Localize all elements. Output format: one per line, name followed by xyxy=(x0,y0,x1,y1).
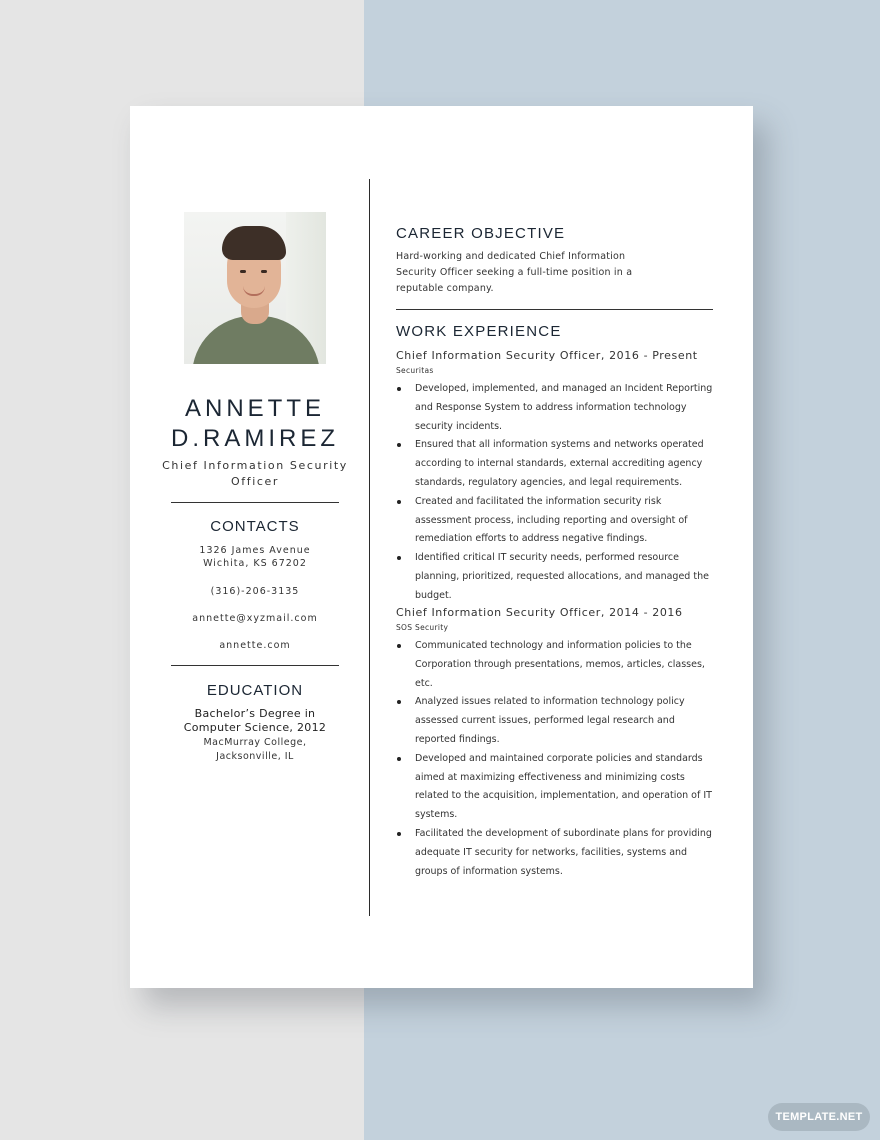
list-item: Analyzed issues related to information technology policy assessed current issues, performed legal research and reported findings. xyxy=(396,693,716,749)
bullet-icon xyxy=(397,757,401,761)
job-role: Chief Information Security Officer xyxy=(162,459,348,488)
objective-heading: CAREER OBJECTIVE xyxy=(396,225,566,242)
job-title: Chief Information Security Officer, 2016 - Present xyxy=(396,349,698,362)
list-item: Created and facilitated the information security risk assessment process, including reporting and oversight of remediation efforts to address negative findings. xyxy=(396,493,716,549)
name-first: ANNETTE xyxy=(184,395,325,422)
bullet-icon xyxy=(397,832,401,836)
job-title: Chief Information Security Officer, 2014 - 2016 xyxy=(396,606,683,619)
resume-page xyxy=(130,106,753,988)
divider xyxy=(171,665,339,666)
list-item: Developed, implemented, and managed an Incident Reporting and Response System to address information technology security incidents. xyxy=(396,380,716,436)
list-item: Identified critical IT security needs, performed resource planning, prioritized, requested allocations, and managed the budget. xyxy=(396,549,716,605)
degree-line1: Bachelor’s Degree in xyxy=(194,707,316,720)
company-name: Securitas xyxy=(396,366,434,375)
list-item: Facilitated the development of subordinate plans for providing adequate IT security for networks, facilities, systems and groups of information systems. xyxy=(396,825,716,881)
profile-photo xyxy=(184,212,326,364)
bullet-icon xyxy=(397,556,401,560)
job-bullets xyxy=(396,380,716,606)
phone: (316)-206-3135 xyxy=(210,586,300,597)
divider xyxy=(396,309,713,310)
column-divider xyxy=(369,179,370,916)
name-last: D.RAMIREZ xyxy=(171,425,339,452)
email: annette@xyzmail.com xyxy=(192,613,318,624)
bullet-icon xyxy=(397,443,401,447)
objective-text: Hard-working and dedicated Chief Information Security Officer seeking a full-time position in a reputable company. xyxy=(396,251,633,294)
list-item: Developed and maintained corporate policies and standards aimed at maximizing effectiveness and minimizing costs related to the acquisition, implementation, and operation of IT systems. xyxy=(396,750,716,825)
degree-line2: Computer Science, 2012 xyxy=(183,721,327,734)
address-line2: Wichita, KS 67202 xyxy=(203,558,307,569)
bullet-icon xyxy=(397,387,401,391)
list-item: Ensured that all information systems and networks operated according to internal standards, external accrediting agency standards, regulatory agencies, and legal requirements. xyxy=(396,436,716,492)
school-line1: MacMurray College, xyxy=(203,737,307,748)
address-line1: 1326 James Avenue xyxy=(199,545,311,556)
watermark-logo: TEMPLATE.NET xyxy=(768,1103,870,1131)
experience-heading: WORK EXPERIENCE xyxy=(396,323,562,340)
list-item: Communicated technology and information policies to the Corporation through presentations, memos, articles, classes, etc. xyxy=(396,637,716,693)
divider xyxy=(171,502,339,503)
bullet-icon xyxy=(397,500,401,504)
contacts-heading: CONTACTS xyxy=(210,518,300,535)
bullet-icon xyxy=(397,700,401,704)
bullet-icon xyxy=(397,644,401,648)
education-heading: EDUCATION xyxy=(206,682,304,699)
school-line2: Jacksonville, IL xyxy=(216,751,294,762)
job-bullets xyxy=(396,637,716,881)
company-name: SOS Security xyxy=(396,623,449,632)
website: annette.com xyxy=(219,640,291,651)
